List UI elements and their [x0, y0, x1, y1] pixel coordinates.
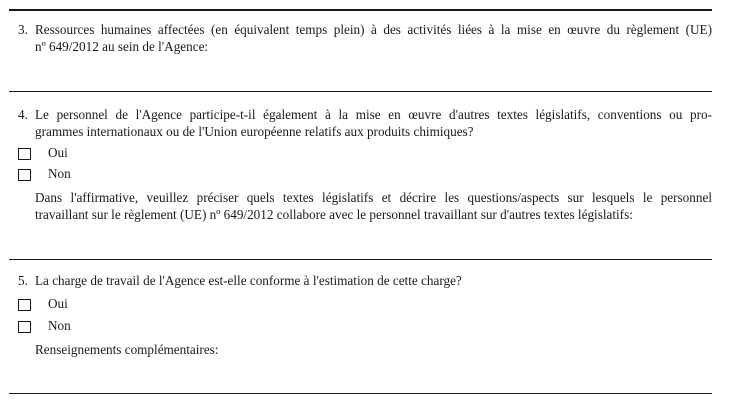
- option-oui-q4-label: Oui: [48, 145, 68, 160]
- question-4-number: 4.: [18, 107, 28, 122]
- option-non-q4-label: Non: [48, 166, 71, 181]
- checkbox-oui-q4[interactable]: [18, 148, 31, 160]
- question-5-text-line-1: La charge de travail de l'Agence est-elle conforme à l'estimation de cette charge?: [35, 273, 462, 288]
- question-5-followup-line-1: Renseignements complémentaires:: [35, 342, 219, 357]
- question-4-text-line-1: Le personnel de l'Agence participe-t-il également à la mise en œuvre d'autres textes législatifs, conventions ou pro-: [35, 107, 712, 122]
- section-rule-top: [9, 9, 712, 11]
- question-4-followup-line-2: travaillant sur le règlement (UE) nº 649/2012 collabore avec le personnel travaillant sur d'autres textes législatifs:: [35, 207, 633, 222]
- section-rule-5: [9, 393, 712, 394]
- section-rule-3: [9, 91, 712, 92]
- option-oui-q5-label: Oui: [48, 296, 68, 311]
- question-5-number: 5.: [18, 273, 28, 288]
- question-3-text-line-2: nº 649/2012 au sein de l'Agence:: [35, 39, 209, 54]
- question-3-text-line-1: Ressources humaines affectées (en équivalent temps plein) à des activités liées à la mise en œuvre du règlement (UE): [35, 22, 712, 37]
- checkbox-oui-q5[interactable]: [18, 299, 31, 311]
- checkbox-non-q5[interactable]: [18, 321, 31, 333]
- question-4-followup-line-1: Dans l'affirmative, veuillez préciser quels textes législatifs et décrire les questions/aspects sur lesquels le personnel: [35, 190, 712, 205]
- checkbox-non-q4[interactable]: [18, 169, 31, 181]
- section-rule-4: [9, 259, 712, 260]
- option-non-q5-label: Non: [48, 318, 71, 333]
- question-4-text-line-2: grammes internationaux ou de l'Union européenne relatifs aux produits chimiques?: [35, 124, 474, 139]
- question-3-number: 3.: [18, 22, 28, 37]
